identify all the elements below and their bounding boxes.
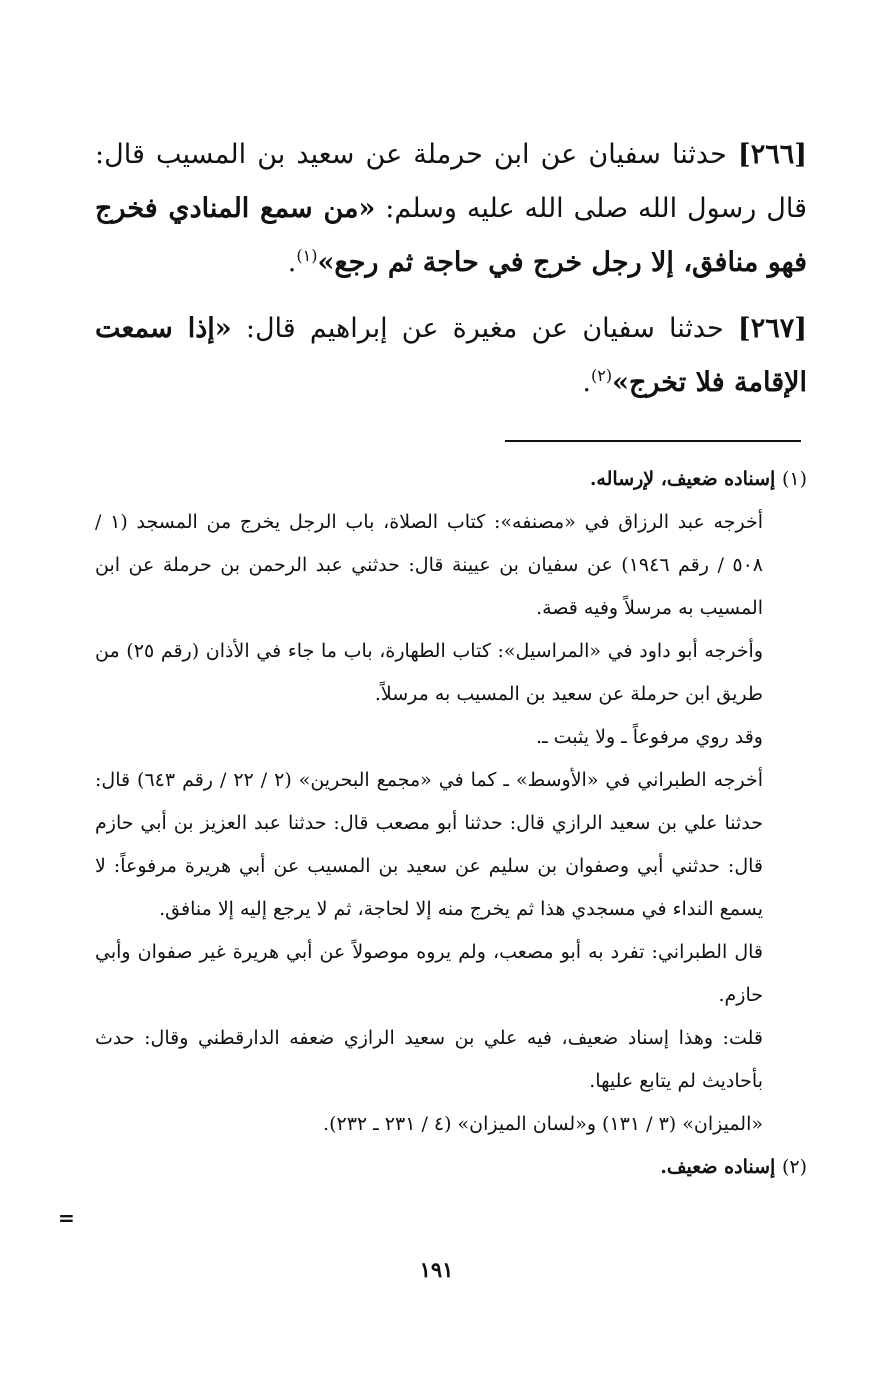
footnote-paragraph: «الميزان» (٣ / ١٣١) و«لسان الميزان» (٤ / ٢٣١ ـ ٢٣٢). <box>323 1113 763 1135</box>
footnote-number: (١) <box>781 468 807 490</box>
footnote-ref: (١) <box>296 246 318 265</box>
footnote-paragraph: وأخرجه أبو داود في «المراسيل»: كتاب الطهارة، باب ما جاء في الأذان (رقم ٢٥) من طريق ابن حرملة عن سعيد بن المسيب به مرسلاً. <box>95 640 764 705</box>
hadith-quote: «من سمع المنادي فخرج فهو منافق، إلا رجل خرج في حاجة ثم رجع» <box>95 193 807 278</box>
hadith-end: . <box>287 247 297 278</box>
continuation-marker: = <box>58 1206 75 1230</box>
main-text <box>95 128 807 422</box>
hadith-text: حدثنا سفيان عن ابن حرملة عن سعيد بن المسيب قال: قال رسول الله صلى الله عليه وسلم: <box>95 139 807 224</box>
hadith-number: [٢٦٧] <box>737 313 807 344</box>
hadith-text: حدثنا سفيان عن مغيرة عن إبراهيم قال: <box>231 313 738 344</box>
footnote-paragraph: أخرجه الطبراني في «الأوسط» ـ كما في «مجمع البحرين» (٢ / ٢٢ / رقم ٦٤٣) قال: حدثنا علي بن سعيد الرازي قال: حدثنا أبو مصعب قال: حدثنا عبد العزيز بن أبي حازم قال: حدثني أبي وصفوان بن سليم عن سعيد بن المسيب عن أبي هريرة مرفوعاً: لا يسمع النداء في مسجدي هذا ثم يخرج منه إلا لحاجة، ثم لا يرجع إليه إلا منافق. <box>95 769 764 920</box>
hadith-266 <box>95 128 807 290</box>
footnote-divider <box>505 440 801 442</box>
footnote-number: (٢) <box>781 1156 807 1178</box>
footnote-paragraph: قلت: وهذا إسناد ضعيف، فيه علي بن سعيد الرازي ضعفه الدارقطني وقال: حدث بأحاديث لم يتابع عليها. <box>95 1027 763 1092</box>
footnote-heading-text: إسناده ضعيف. <box>660 1156 782 1178</box>
footnote-paragraph: أخرجه عبد الرزاق في «مصنفه»: كتاب الصلاة، باب الرجل يخرج من المسجد (١ / ٥٠٨ / رقم ١٩٤٦) عن سفيان بن عيينة قال: حدثني عبد الرحمن بن حرملة عن ابن المسيب به مرسلاً وفيه قصة. <box>95 511 763 619</box>
footnote-1-heading <box>95 458 807 501</box>
footnote-paragraph: وقد روي مرفوعاً ـ ولا يثبت ـ. <box>536 726 763 748</box>
footnote-ref: (٢) <box>590 366 613 385</box>
hadith-end: . <box>582 367 591 398</box>
hadith-quote: «إذا سمعت الإقامة فلا تخرج» <box>95 313 807 398</box>
footnotes <box>95 458 807 1189</box>
hadith-number: [٢٦٦] <box>737 139 807 170</box>
page-number: ١٩١ <box>419 1257 454 1282</box>
footnote-2-heading <box>95 1146 807 1189</box>
hadith-267 <box>95 302 807 410</box>
footnote-paragraph: قال الطبراني: تفرد به أبو مصعب، ولم يروه موصولاً عن أبي هريرة غير صفوان وأبي حازم. <box>95 941 763 1006</box>
footnote-heading-text: إسناده ضعيف، لإرساله. <box>589 468 782 490</box>
